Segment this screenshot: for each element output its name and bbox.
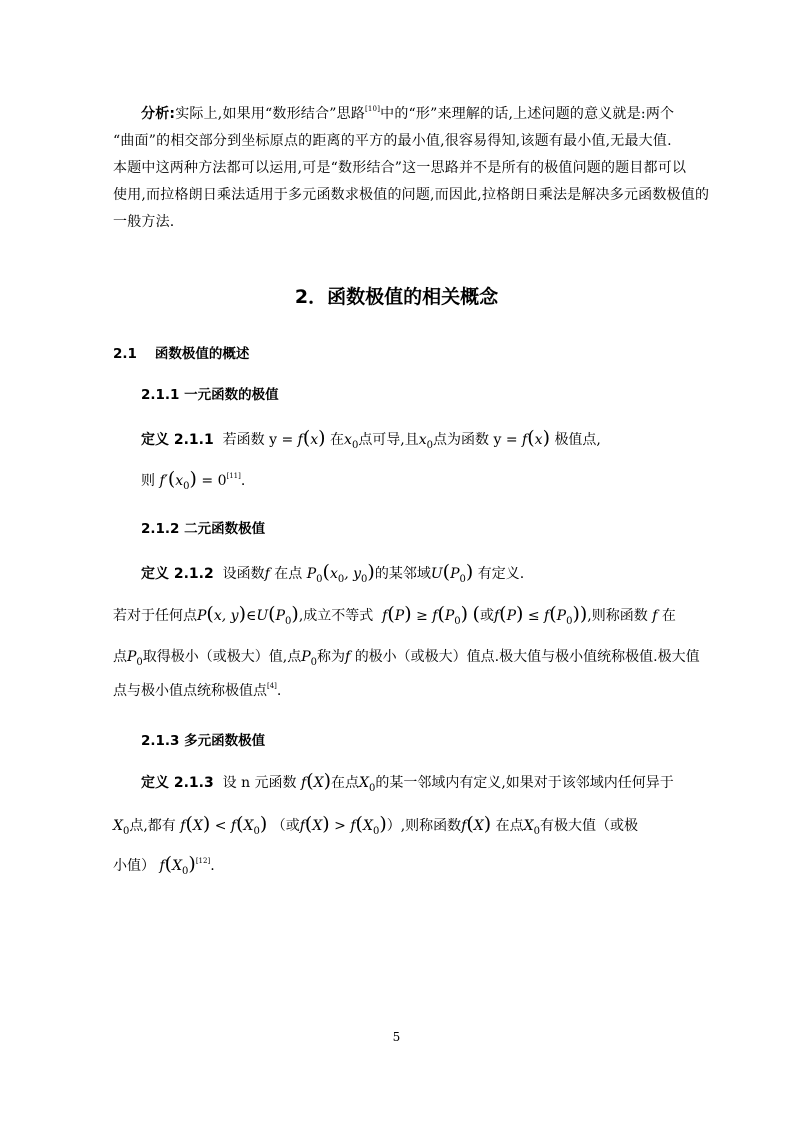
definition-2-1-3-line2: $X_0$点,都有 $f(X) < f(X_0)$ （或$f(X) > f(X_0)$）,则称函数f(X) 在点$X_0$有极大值（或极 bbox=[113, 813, 638, 837]
analysis-paragraph: 分析:实际上,如果用“数形结合”思路[10]中的“形”来理解的话,上述问题的意义就是:两个 “曲面”的相交部分到坐标原点的距离的平方的最小值,很容易得知,该题有最小值,无最大值. 本题中这两种方法都可以运用,可是“数形结合”这一思路并不是所有的极值问题的题目都可以 使用,而拉格朗日乘法适用于多元函数求极值的问题,而因此,拉格朗日乘法是解决多元函数极值的 一般方法. bbox=[113, 105, 710, 230]
definition-label: 定义 2.1.1 bbox=[141, 432, 214, 448]
definition-2-1-1-cont: 则 $f'(x_0) = 0[11]$. bbox=[141, 468, 246, 492]
definition-2-1-3: 定义 2.1.3 设 n 元函数 f(X)在点$X_0$的某一邻域内有定义,如果对于该邻域内任何异于 bbox=[141, 770, 674, 794]
definition-2-1-1: 定义 2.1.1 若函数 y = f(x) 在$x_0$点可导,且$x_0$点为函数 y = f(x) 极值点, bbox=[141, 427, 601, 451]
definition-2-1-2: 定义 2.1.2 设函数f 在点 $P_0(x_0$, $y_0$)的某邻域$U(P_0)$ 有定义. bbox=[141, 561, 525, 585]
subsection-2-1-2: 2.1.2 二元函数极值 bbox=[141, 521, 266, 537]
subsection-2-1-1: 2.1.1 一元函数的极值 bbox=[141, 387, 279, 403]
definition-2-1-2-line3: 点$P_0$取得极小（或极大）值,点$P_0$称为f 的极小（或极大）值点.极大值与极小值统称极值.极大值 bbox=[113, 649, 700, 668]
subsection-2-1: 2.1 函数极值的概述 bbox=[113, 346, 250, 362]
citation: [4] bbox=[267, 682, 277, 690]
subsection-2-1-3: 2.1.3 多元函数极值 bbox=[141, 733, 266, 749]
page-number: 5 bbox=[392, 1030, 401, 1044]
citation: [11] bbox=[226, 472, 241, 480]
section-title: 2．函数极值的相关概念 bbox=[294, 286, 499, 308]
definition-label: 定义 2.1.2 bbox=[141, 566, 214, 582]
definition-2-1-3-line3: 小值） $f(X_0)[12]$. bbox=[113, 853, 215, 877]
citation: [10] bbox=[364, 105, 381, 113]
definition-2-1-2-line2: 若对于任何点P(x, $y)\in U(P_0)$,成立不等式 $f(P) \ge f(P_0)$ (或$f(P) \le f(P_0)$),则称函数 f 在 bbox=[113, 603, 676, 627]
analysis-label: 分析: bbox=[141, 106, 176, 122]
citation: [12] bbox=[195, 857, 211, 865]
definition-label: 定义 2.1.3 bbox=[141, 775, 214, 791]
definition-2-1-2-line4: 点与极小值点统称极值点[4]. bbox=[113, 682, 282, 699]
